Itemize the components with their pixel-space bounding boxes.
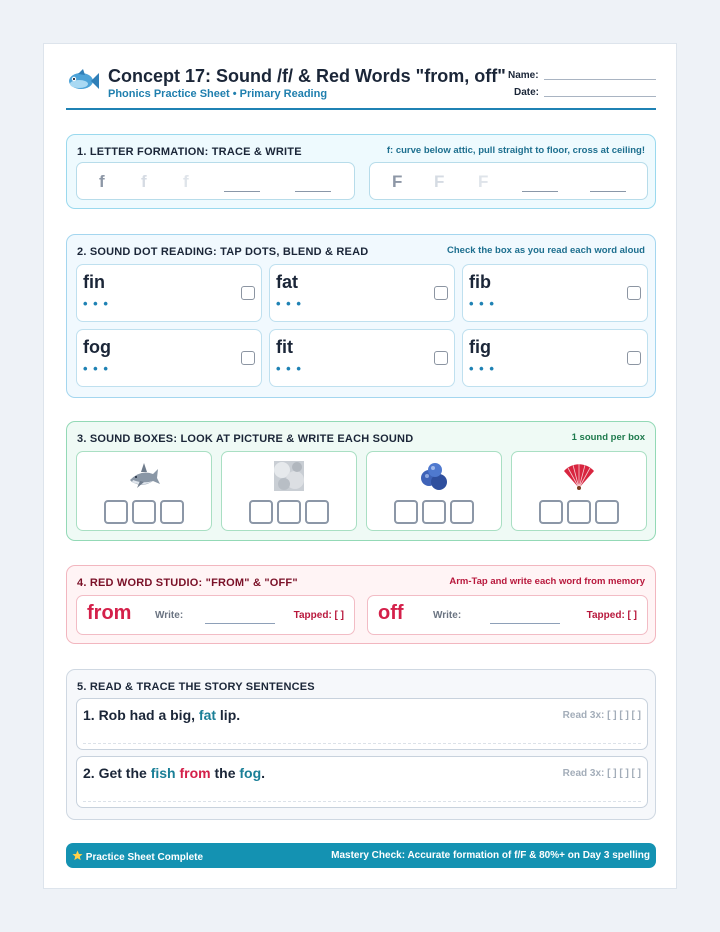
date-label: Date: — [514, 87, 540, 98]
tapped-checkbox[interactable]: Tapped: [ ] — [293, 610, 344, 621]
word-card — [269, 264, 455, 322]
sound-dots[interactable]: • • • — [276, 361, 302, 376]
read-3x-checkboxes[interactable]: Read 3x: [ ] [ ] [ ] — [562, 710, 641, 721]
name-field[interactable] — [508, 70, 539, 81]
sound-dot-reading-section — [66, 234, 656, 398]
header — [66, 64, 656, 110]
trace-letter: F — [392, 172, 403, 191]
section-note: f: curve below attic, pull straight to floor, cross at ceiling! — [386, 145, 645, 156]
write-line — [522, 191, 558, 192]
word: fat — [276, 272, 298, 292]
sound-box[interactable] — [595, 500, 619, 524]
section-note: 1 sound per box — [571, 432, 645, 443]
write-label: Write: — [433, 610, 462, 621]
shark-icon — [127, 460, 161, 492]
section-title: 3. SOUND BOXES: LOOK AT PICTURE & WRITE EACH SOUND — [77, 433, 414, 445]
story-sentences-section — [66, 669, 656, 820]
word: fig — [469, 337, 491, 357]
sound-box[interactable] — [422, 500, 446, 524]
worksheet — [43, 43, 677, 889]
trace-letter: f — [183, 172, 189, 191]
name-line — [544, 79, 656, 80]
trace-letter: f — [141, 172, 147, 191]
sound-box[interactable] — [104, 500, 128, 524]
word: fog — [83, 337, 111, 357]
write-line[interactable] — [205, 623, 275, 624]
section-title: 4. RED WORD STUDIO: "FROM" & "OFF" — [77, 577, 298, 589]
sound-box[interactable] — [249, 500, 273, 524]
trace-line[interactable] — [83, 801, 641, 802]
picture-card — [221, 451, 357, 531]
section-title: 2. SOUND DOT READING: TAP DOTS, BLEND & READ — [77, 246, 369, 258]
sentence-card — [76, 756, 648, 808]
sound-box[interactable] — [277, 500, 301, 524]
sound-box[interactable] — [305, 500, 329, 524]
read-checkbox[interactable] — [434, 351, 448, 365]
letter-formation-section — [66, 134, 656, 209]
footer-left-text: Practice Sheet Complete — [85, 852, 204, 863]
sound-box[interactable] — [567, 500, 591, 524]
sound-dots[interactable]: • • • — [276, 296, 302, 311]
tapped-checkbox[interactable]: Tapped: [ ] — [586, 610, 637, 621]
sound-box[interactable] — [132, 500, 156, 524]
fish-icon — [66, 68, 100, 94]
word-card — [462, 264, 648, 322]
picture-card — [76, 451, 212, 531]
sound-boxes-section — [66, 421, 656, 541]
section-title: 1. LETTER FORMATION: TRACE & WRITE — [77, 146, 302, 158]
fan-icon — [562, 460, 596, 492]
word-card — [76, 264, 262, 322]
trace-letter: F — [434, 172, 445, 191]
red-word: from — [87, 602, 132, 624]
sentence: 1. Rob had a big, fat lip. — [83, 707, 241, 723]
date-field[interactable] — [514, 87, 539, 98]
write-line[interactable] — [490, 623, 560, 624]
red-word: off — [378, 602, 404, 624]
picture-card — [511, 451, 647, 531]
red-word-card — [367, 595, 648, 635]
read-checkbox[interactable] — [627, 351, 641, 365]
section-note: Check the box as you read each word aloud — [447, 245, 645, 256]
sound-box[interactable] — [394, 500, 418, 524]
name-label: Name: — [508, 70, 539, 81]
trace-letter: F — [478, 172, 489, 191]
trace-line[interactable] — [83, 743, 641, 744]
sound-dots[interactable]: • • • — [469, 296, 495, 311]
read-checkbox[interactable] — [627, 286, 641, 300]
read-checkbox[interactable] — [241, 351, 255, 365]
red-word-studio-section — [66, 565, 656, 644]
sentence: 2. Get the fish from the fog. — [83, 765, 266, 781]
section-note: Arm-Tap and write each word from memory — [449, 576, 645, 587]
sound-dots[interactable]: • • • — [83, 361, 109, 376]
sentence-card — [76, 698, 648, 750]
word: fin — [83, 272, 105, 292]
word-card — [269, 329, 455, 387]
star-icon — [72, 850, 83, 861]
write-label: Write: — [155, 610, 184, 621]
write-line — [224, 191, 260, 192]
sound-dots[interactable]: • • • — [83, 296, 109, 311]
read-checkbox[interactable] — [434, 286, 448, 300]
footer-left — [72, 850, 203, 863]
date-line — [544, 96, 656, 97]
sound-dots[interactable]: • • • — [469, 361, 495, 376]
footer-right-text: Mastery Check: Accurate formation of f/F & 80%+ on Day 3 spelling — [331, 850, 650, 861]
sound-box[interactable] — [539, 500, 563, 524]
write-line — [590, 191, 626, 192]
page-subtitle: Phonics Practice Sheet • Primary Reading — [108, 88, 328, 100]
read-3x-checkboxes[interactable]: Read 3x: [ ] [ ] [ ] — [562, 768, 641, 779]
word: fib — [469, 272, 491, 292]
word-card — [462, 329, 648, 387]
write-line — [295, 191, 331, 192]
fog-icon — [272, 460, 306, 492]
page-title: Concept 17: Sound /f/ & Red Words "from, off" — [108, 66, 506, 86]
picture-card — [366, 451, 502, 531]
read-checkbox[interactable] — [241, 286, 255, 300]
word-card — [76, 329, 262, 387]
sound-box[interactable] — [450, 500, 474, 524]
word: fit — [276, 337, 293, 357]
trace-letter: f — [99, 172, 105, 191]
section-title: 5. READ & TRACE THE STORY SENTENCES — [77, 681, 315, 693]
blueberries-icon — [417, 460, 451, 492]
sound-box[interactable] — [160, 500, 184, 524]
red-word-card — [76, 595, 355, 635]
lowercase-trace-box[interactable] — [76, 162, 355, 200]
footer-bar — [66, 843, 656, 868]
uppercase-trace-box[interactable] — [369, 162, 648, 200]
